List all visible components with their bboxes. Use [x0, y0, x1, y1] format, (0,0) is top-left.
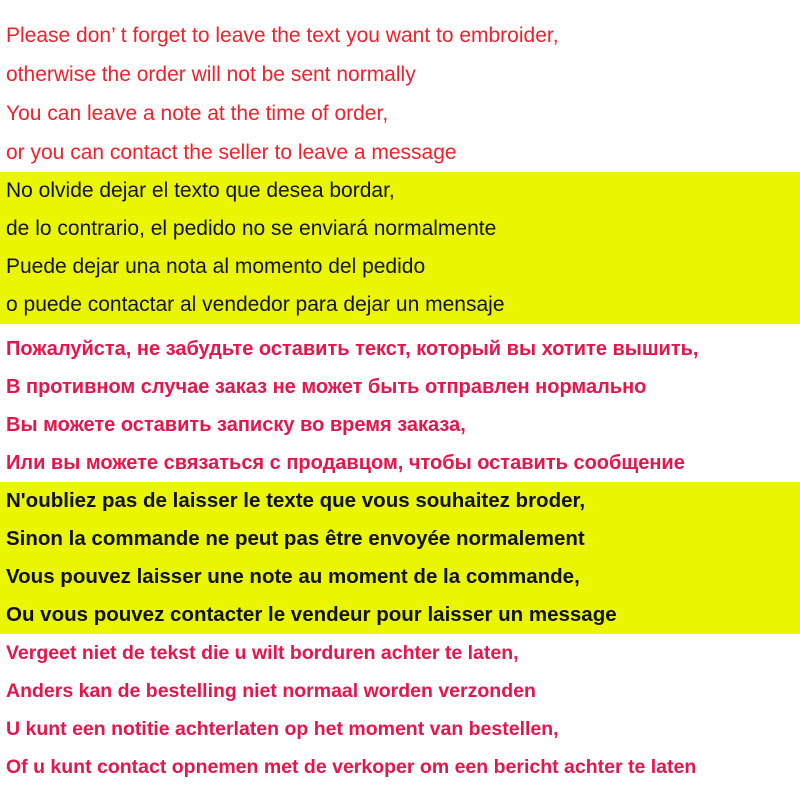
dutch-line-3: U kunt een notitie achterlaten op het moment van bestellen,: [6, 718, 559, 740]
spanish-line-1: No olvide dejar el texto que desea bordar,: [6, 179, 395, 202]
french-line-3: Vous pouvez laisser une note au moment de la commande,: [6, 565, 580, 588]
dutch-line-4: Of u kunt contact opnemen met de verkoper om een bericht achter te laten: [6, 756, 697, 778]
english-line-4: or you can contact the seller to leave a message: [6, 141, 457, 164]
dutch-notice-block: [0, 634, 800, 786]
russian-line-4: Или вы можете связаться с продавцом, чтобы оставить сообщение: [6, 452, 685, 474]
french-line-4: Ou vous pouvez contacter le vendeur pour laisser un message: [6, 603, 617, 626]
french-notice-block: [0, 482, 800, 634]
spanish-line-4: o puede contactar al vendedor para dejar un mensaje: [6, 293, 505, 316]
dutch-line-2: Anders kan de bestelling niet normaal worden verzonden: [6, 680, 536, 702]
french-line-1: N'oubliez pas de laisser le texte que vous souhaitez broder,: [6, 489, 586, 512]
russian-line-2: В противном случае заказ не может быть отправлен нормально: [6, 376, 647, 398]
english-line-2: otherwise the order will not be sent normally: [6, 63, 416, 86]
english-line-1: Please don’ t forget to leave the text you want to embroider,: [6, 24, 559, 47]
dutch-line-1: Vergeet niet de tekst die u wilt borduren achter te laten,: [6, 642, 519, 664]
french-line-2: Sinon la commande ne peut pas être envoyée normalement: [6, 527, 585, 550]
english-notice-block: [0, 16, 800, 168]
spanish-line-2: de lo contrario, el pedido no se enviará normalmente: [6, 217, 497, 240]
russian-line-1: Пожалуйста, не забудьте оставить текст, который вы хотите вышить,: [6, 338, 699, 360]
spanish-line-3: Puede dejar una nota al momento del pedido: [6, 255, 426, 278]
spanish-notice-block: [0, 172, 800, 324]
english-line-3: You can leave a note at the time of order,: [6, 102, 389, 125]
russian-line-3: Вы можете оставить записку во время заказа,: [6, 414, 466, 436]
russian-notice-block: [0, 330, 800, 482]
